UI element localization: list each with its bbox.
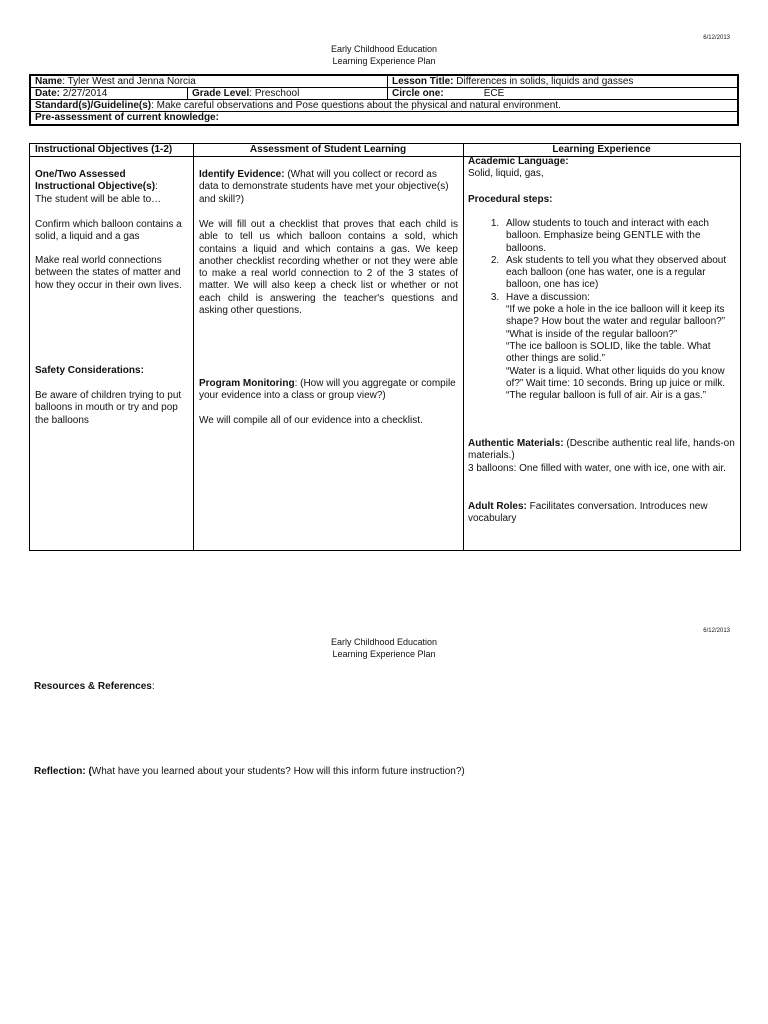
page2-title bbox=[0, 636, 768, 660]
page2-title-line-1: Early Childhood Education bbox=[330, 637, 438, 647]
circle-one-label: Circle one: bbox=[392, 88, 444, 99]
reflection-prompt: What have you learned about your students? How will this inform future instruction?) bbox=[91, 766, 465, 777]
authentic-materials-block bbox=[468, 438, 735, 475]
discussion-question: “The ice balloon is SOLID, like the table. What other things are solid.” bbox=[506, 340, 711, 365]
page2-date: 6/12/2013 bbox=[703, 628, 730, 634]
circle-one-cell bbox=[388, 88, 739, 100]
title-line-2: Learning Experience Plan bbox=[332, 56, 436, 66]
page-title bbox=[0, 43, 768, 67]
authentic-label-first: A bbox=[468, 438, 476, 449]
grade-level-label: Grade Level bbox=[192, 88, 250, 99]
grade-level-cell bbox=[188, 88, 388, 100]
objectives-heading-line2: Instructional Objective(s) bbox=[35, 181, 156, 193]
procedural-steps bbox=[468, 218, 735, 402]
steps-list bbox=[468, 218, 735, 304]
authentic-text: 3 balloons: One filled with water, one with ice, one with air. bbox=[468, 462, 726, 474]
monitoring-label: Program Monitoring bbox=[199, 378, 295, 389]
step-item: 2. Ask students to tell you what they observed about each balloon (one has water, one is a regular balloon, one has ice) bbox=[502, 255, 735, 292]
resources-label: Resources & References bbox=[34, 681, 152, 692]
reflection-label: Reflection: ( bbox=[34, 766, 92, 777]
monitoring-block bbox=[199, 378, 458, 403]
name-cell bbox=[30, 75, 388, 88]
adult-roles-label: Adult Roles: bbox=[468, 501, 527, 512]
discussion-question: “Water is a liquid. What other liquids do you know of?” Wait time: 10 seconds. Bring up juice or milk. bbox=[506, 365, 726, 389]
grade-level-value: : Preschool bbox=[249, 88, 300, 99]
page-date: 6/12/2013 bbox=[703, 35, 730, 41]
objectives-heading: One/Two Assessed Instructional Objective(s): The student will be able to… bbox=[35, 169, 188, 206]
lesson-title-cell bbox=[388, 75, 739, 88]
assessment-column bbox=[193, 144, 464, 550]
authentic-prompt: (Describe authentic real life, hands-on materials.) bbox=[468, 438, 735, 462]
standards-cell bbox=[30, 100, 738, 112]
objectives-header: Instructional Objectives (1-2) bbox=[30, 144, 193, 157]
date-label: Date: bbox=[35, 88, 61, 99]
step-item: 1. Allow students to touch and interact with each balloon. Emphasize being GENTLE with the balloons. bbox=[502, 218, 735, 255]
lesson-header-table bbox=[29, 74, 739, 126]
assessment-header: Assessment of Student Learning bbox=[193, 144, 463, 157]
academic-language-label: Academic Language: bbox=[468, 156, 569, 167]
step-item: 3. Have a discussion: bbox=[502, 292, 735, 304]
objectives-heading-line1: One/Two Assessed bbox=[35, 169, 126, 180]
page2-title-line-2: Learning Experience Plan bbox=[332, 649, 436, 659]
name-value: : Tyler West and Jenna Norcia bbox=[62, 76, 196, 87]
date-value: 2/27/2014 bbox=[60, 88, 108, 99]
objective-2: Make real world connections between the states of matter and how they occur in their own lives. bbox=[35, 255, 182, 291]
discussion-question: “If we poke a hole in the ice balloon will it keep its shape? How bout the water and regular balloon?” bbox=[506, 304, 726, 328]
safety-text: Be aware of children trying to put balloons in mouth or try and pop the balloons bbox=[35, 390, 182, 426]
adult-roles-block bbox=[468, 501, 735, 526]
name-label: Name bbox=[35, 76, 63, 87]
lesson-title-value: Differences in solids, liquids and gasses bbox=[453, 76, 634, 87]
procedural-label: Procedural steps: bbox=[468, 194, 553, 205]
experience-header: Learning Experience bbox=[463, 144, 740, 157]
monitoring-text: We will compile all of our evidence into a checklist. bbox=[199, 415, 423, 426]
academic-language-block bbox=[468, 156, 735, 181]
date-cell bbox=[30, 88, 188, 100]
evidence-block bbox=[199, 169, 458, 206]
evidence-label: Identify Evidence: bbox=[199, 169, 285, 180]
experience-column bbox=[463, 144, 740, 550]
objectives-intro: The student will be able to… bbox=[35, 193, 162, 205]
adult-roles-text: Facilitates conversation. Introduces new vocabulary bbox=[468, 501, 708, 525]
title-line-1: Early Childhood Education bbox=[330, 44, 438, 54]
academic-language-text: Solid, liquid, gas, bbox=[468, 168, 544, 180]
reflection-section bbox=[34, 766, 465, 777]
discussion-question: “What is inside of the regular balloon?” bbox=[506, 328, 678, 340]
safety-heading: Safety Considerations: bbox=[35, 365, 144, 376]
circle-one-value: ECE bbox=[483, 88, 505, 99]
monitoring-prompt: : (How will you aggregate or compile your evidence into a class or group view?) bbox=[199, 378, 456, 402]
discussion-question: “The regular balloon is full of air. Air is a gas.” bbox=[506, 390, 707, 402]
standards-label: Standard(s)/Guideline(s) bbox=[35, 100, 152, 111]
preassessment-cell bbox=[30, 112, 738, 126]
preassessment-label: Pre-assessment of current knowledge: bbox=[35, 112, 219, 123]
objectives-column bbox=[30, 144, 194, 550]
authentic-label: uthentic Materials: bbox=[475, 438, 564, 449]
evidence-text: We will fill out a checklist that proves that each child is able to tell us which balloon contains a sold, which contains a liquid and which contains a gas. We keep another checklist recording whether or not they were able to make a real world connection to 2 of the 3 states of matter. We will also keep a check list or whether or not each child is answering the teacher's questions and asking other questions. bbox=[199, 219, 458, 317]
evidence-prompt: (What will you collect or record as data to demonstrate students have met your objective(s) and skill?) bbox=[199, 169, 449, 205]
learning-plan-table bbox=[29, 143, 741, 551]
objective-1: Confirm which balloon contains a solid, a liquid and a gas bbox=[35, 219, 182, 243]
lesson-title-label: Lesson Title: bbox=[392, 76, 454, 87]
standards-value: : Make careful observations and Pose questions about the physical and natural environment. bbox=[151, 100, 561, 111]
resources-section: Resources & References: bbox=[34, 681, 155, 692]
